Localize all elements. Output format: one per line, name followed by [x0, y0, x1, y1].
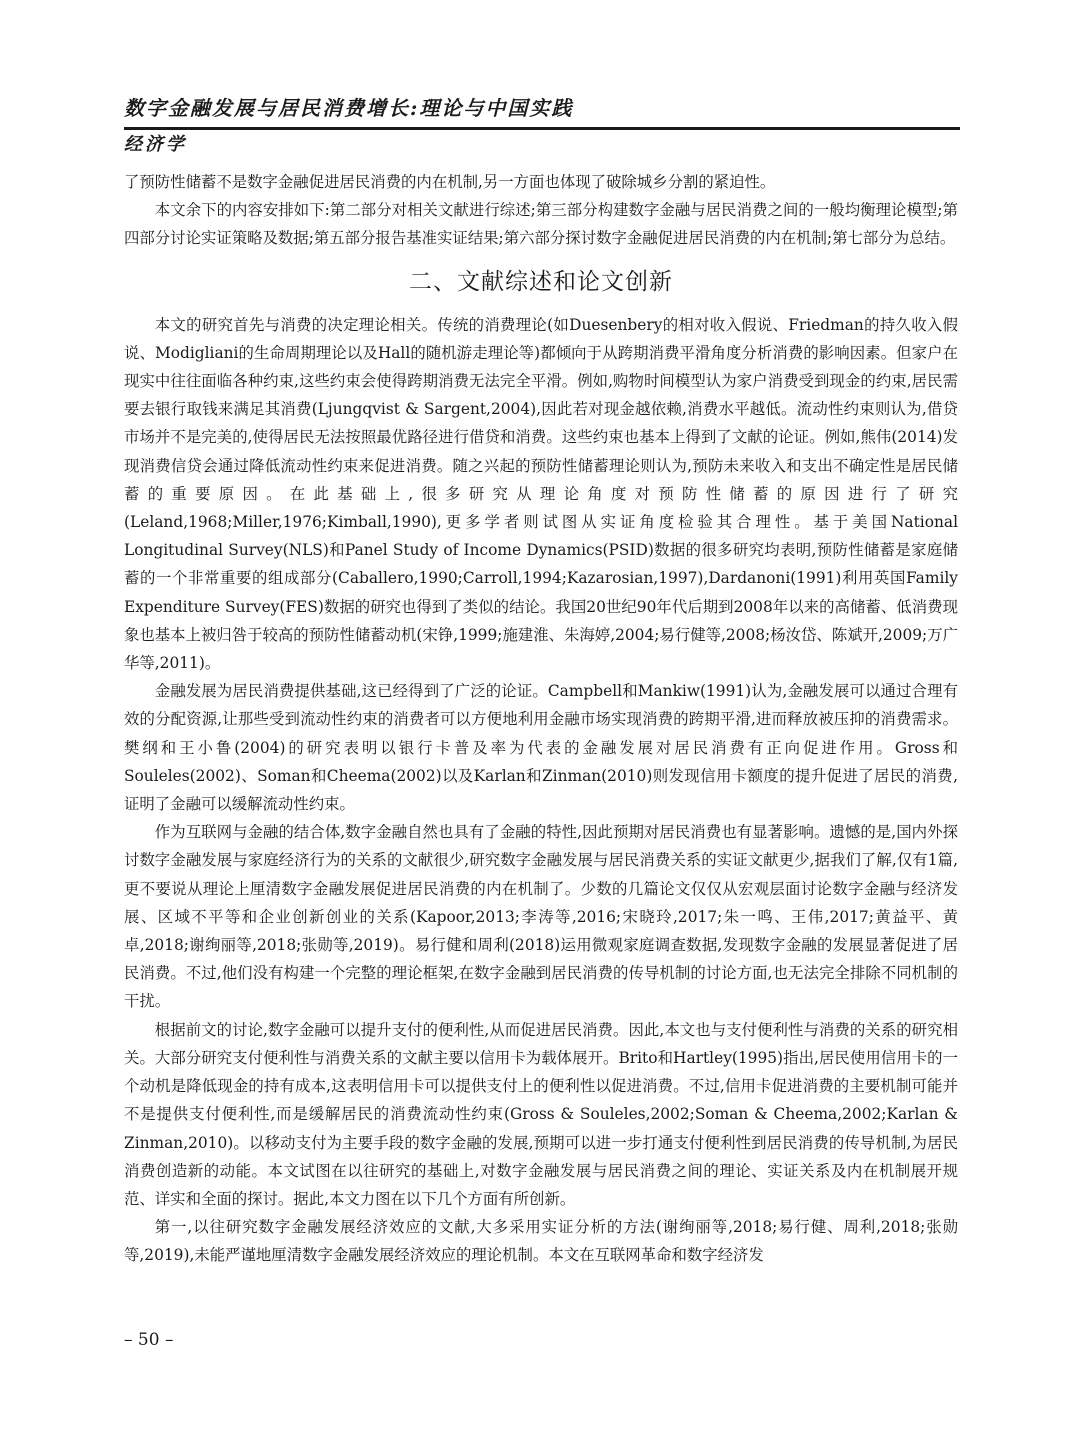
paragraph: 第一,以往研究数字金融发展经济效应的文献,大多采用实证分析的方法(谢绚丽等,2018;易行健、周利,2018;张勋等,2019),未能严谨地厘清数字金融发展经济效应的理论机制。本文在互联网革命和数字经济发 [124, 1218, 958, 1265]
paragraph-continuation: 了预防性储蓄不是数字金融促进居民消费的内在机制,另一方面也体现了破除城乡分割的紧迫性。 [124, 173, 776, 191]
page-number: – 50 – [124, 1330, 174, 1350]
journal-section-label: 经济学 [124, 134, 187, 155]
paragraph: 金融发展为居民消费提供基础,这已经得到了广泛的论证。Campbell和Mankiw(1991)认为,金融发展可以通过合理有效的分配资源,让那些受到流动性约束的消费者可以方便地利用金融市场实现消费的跨期平滑,进而释放被压抑的消费需求。樊纲和王小鲁(2004)的研究表明以银行卡普及率为代表的金融发展对居民消费有正向促进作用。Gross和Souleles(2002)、Soman和Cheema(2002)以及Karlan和Zinman(2010)则发现信用卡额度的提升促进了居民的消费,证明了金融可以缓解流动性约束。 [124, 682, 958, 814]
header-rule [124, 127, 960, 130]
article-body [124, 168, 958, 1270]
paragraph: 根据前文的讨论,数字金融可以提升支付的便利性,从而促进居民消费。因此,本文也与支付便利性与消费的关系的研究相关。大部分研究支付便利性与消费关系的文献主要以信用卡为载体展开。Brito和Hartley(1995)指出,居民使用信用卡的一个动机是降低现金的持有成本,这表明信用卡可以提供支付上的便利性以促进消费。不过,信用卡促进消费的主要机制可能并不是提供支付便利性,而是缓解居民的消费流动性约束(Gross & Souleles,2002;Soman & Cheema,2002;Karlan & Zinman,2010)。以移动支付为主要手段的数字金融的发展,预期可以进一步打通支付便利性到居民消费的传导机制,为居民消费创造新的动能。本文试图在以往研究的基础上,对数字金融发展与居民消费之间的理论、实证关系及内在机制展开规范、详实和全面的探讨。据此,本文力图在以下几个方面有所创新。 [124, 1020, 958, 1208]
paragraph-outline: 本文余下的内容安排如下:第二部分对相关文献进行综述;第三部分构建数字金融与居民消费之间的一般均衡理论模型;第四部分讨论实证策略及数据;第五部分报告基准实证结果;第六部分探讨数字金融促进居民消费的内在机制;第七部分为总结。 [124, 201, 958, 248]
running-title: 数字金融发展与居民消费增长:理论与中国实践 [124, 96, 574, 120]
section-heading: 二、文献综述和论文创新 [409, 268, 673, 295]
paragraph: 作为互联网与金融的结合体,数字金融自然也具有了金融的特性,因此预期对居民消费也有显著影响。遗憾的是,国内外探讨数字金融发展与家庭经济行为的关系的文献很少,研究数字金融发展与居民消费关系的实证文献更少,据我们了解,仅有1篇,更不要说从理论上厘清数字金融发展促进居民消费的内在机制了。少数的几篇论文仅仅从宏观层面讨论数字金融与经济发展、区域不平等和企业创新创业的关系(Kapoor,2013;李涛等,2016;宋晓玲,2017;朱一鸣、王伟,2017;黄益平、黄卓,2018;谢绚丽等,2018;张勋等,2019)。易行健和周利(2018)运用微观家庭调查数据,发现数字金融的发展显著促进了居民消费。不过,他们没有构建一个完整的理论框架,在数字金融到居民消费的传导机制的讨论方面,也无法完全排除不同机制的干扰。 [124, 823, 958, 1011]
paragraph: 本文的研究首先与消费的决定理论相关。传统的消费理论(如Duesenbery的相对收入假说、Friedman的持久收入假说、Modigliani的生命周期理论以及Hall的随机游走理论等)都倾向于从跨期消费平滑角度分析消费的影响因素。但家户在现实中往往面临各种约束,这些约束会使得跨期消费无法完全平滑。例如,购物时间模型认为家户消费受到现金的约束,居民需要去银行取钱来满足其消费(Ljungqvist & Sargent,2004),因此若对现金越依赖,消费水平越低。流动性约束则认为,借贷市场并不是完美的,使得居民无法按照最优路径进行借贷和消费。这些约束也基本上得到了文献的论证。例如,熊伟(2014)发现消费信贷会通过降低流动性约束来促进消费。随之兴起的预防性储蓄理论则认为,预防未来收入和支出不确定性是居民储蓄的重要原因。在此基础上,很多研究从理论角度对预防性储蓄的原因进行了研究(Leland,1968;Miller,1976;Kimball,1990),更多学者则试图从实证角度检验其合理性。基于美国National Longitudinal Survey(NLS)和Panel Study of Income Dynamics(PSID)数据的很多研究均表明,预防性储蓄是家庭储蓄的一个非常重要的组成部分(Caballero,1990;Carroll,1994;Kazarosian,1997),Dardanoni(1991)利用英国Family Expenditure Survey(FES)数据的研究也得到了类似的结论。我国20世纪90年代后期到2008年以来的高储蓄、低消费现象也基本上被归咎于较高的预防性储蓄动机(宋铮,1999;施建淮、朱海婷,2004;易行健等,2008;杨汝岱、陈斌开,2009;万广华等,2011)。 [124, 315, 959, 673]
